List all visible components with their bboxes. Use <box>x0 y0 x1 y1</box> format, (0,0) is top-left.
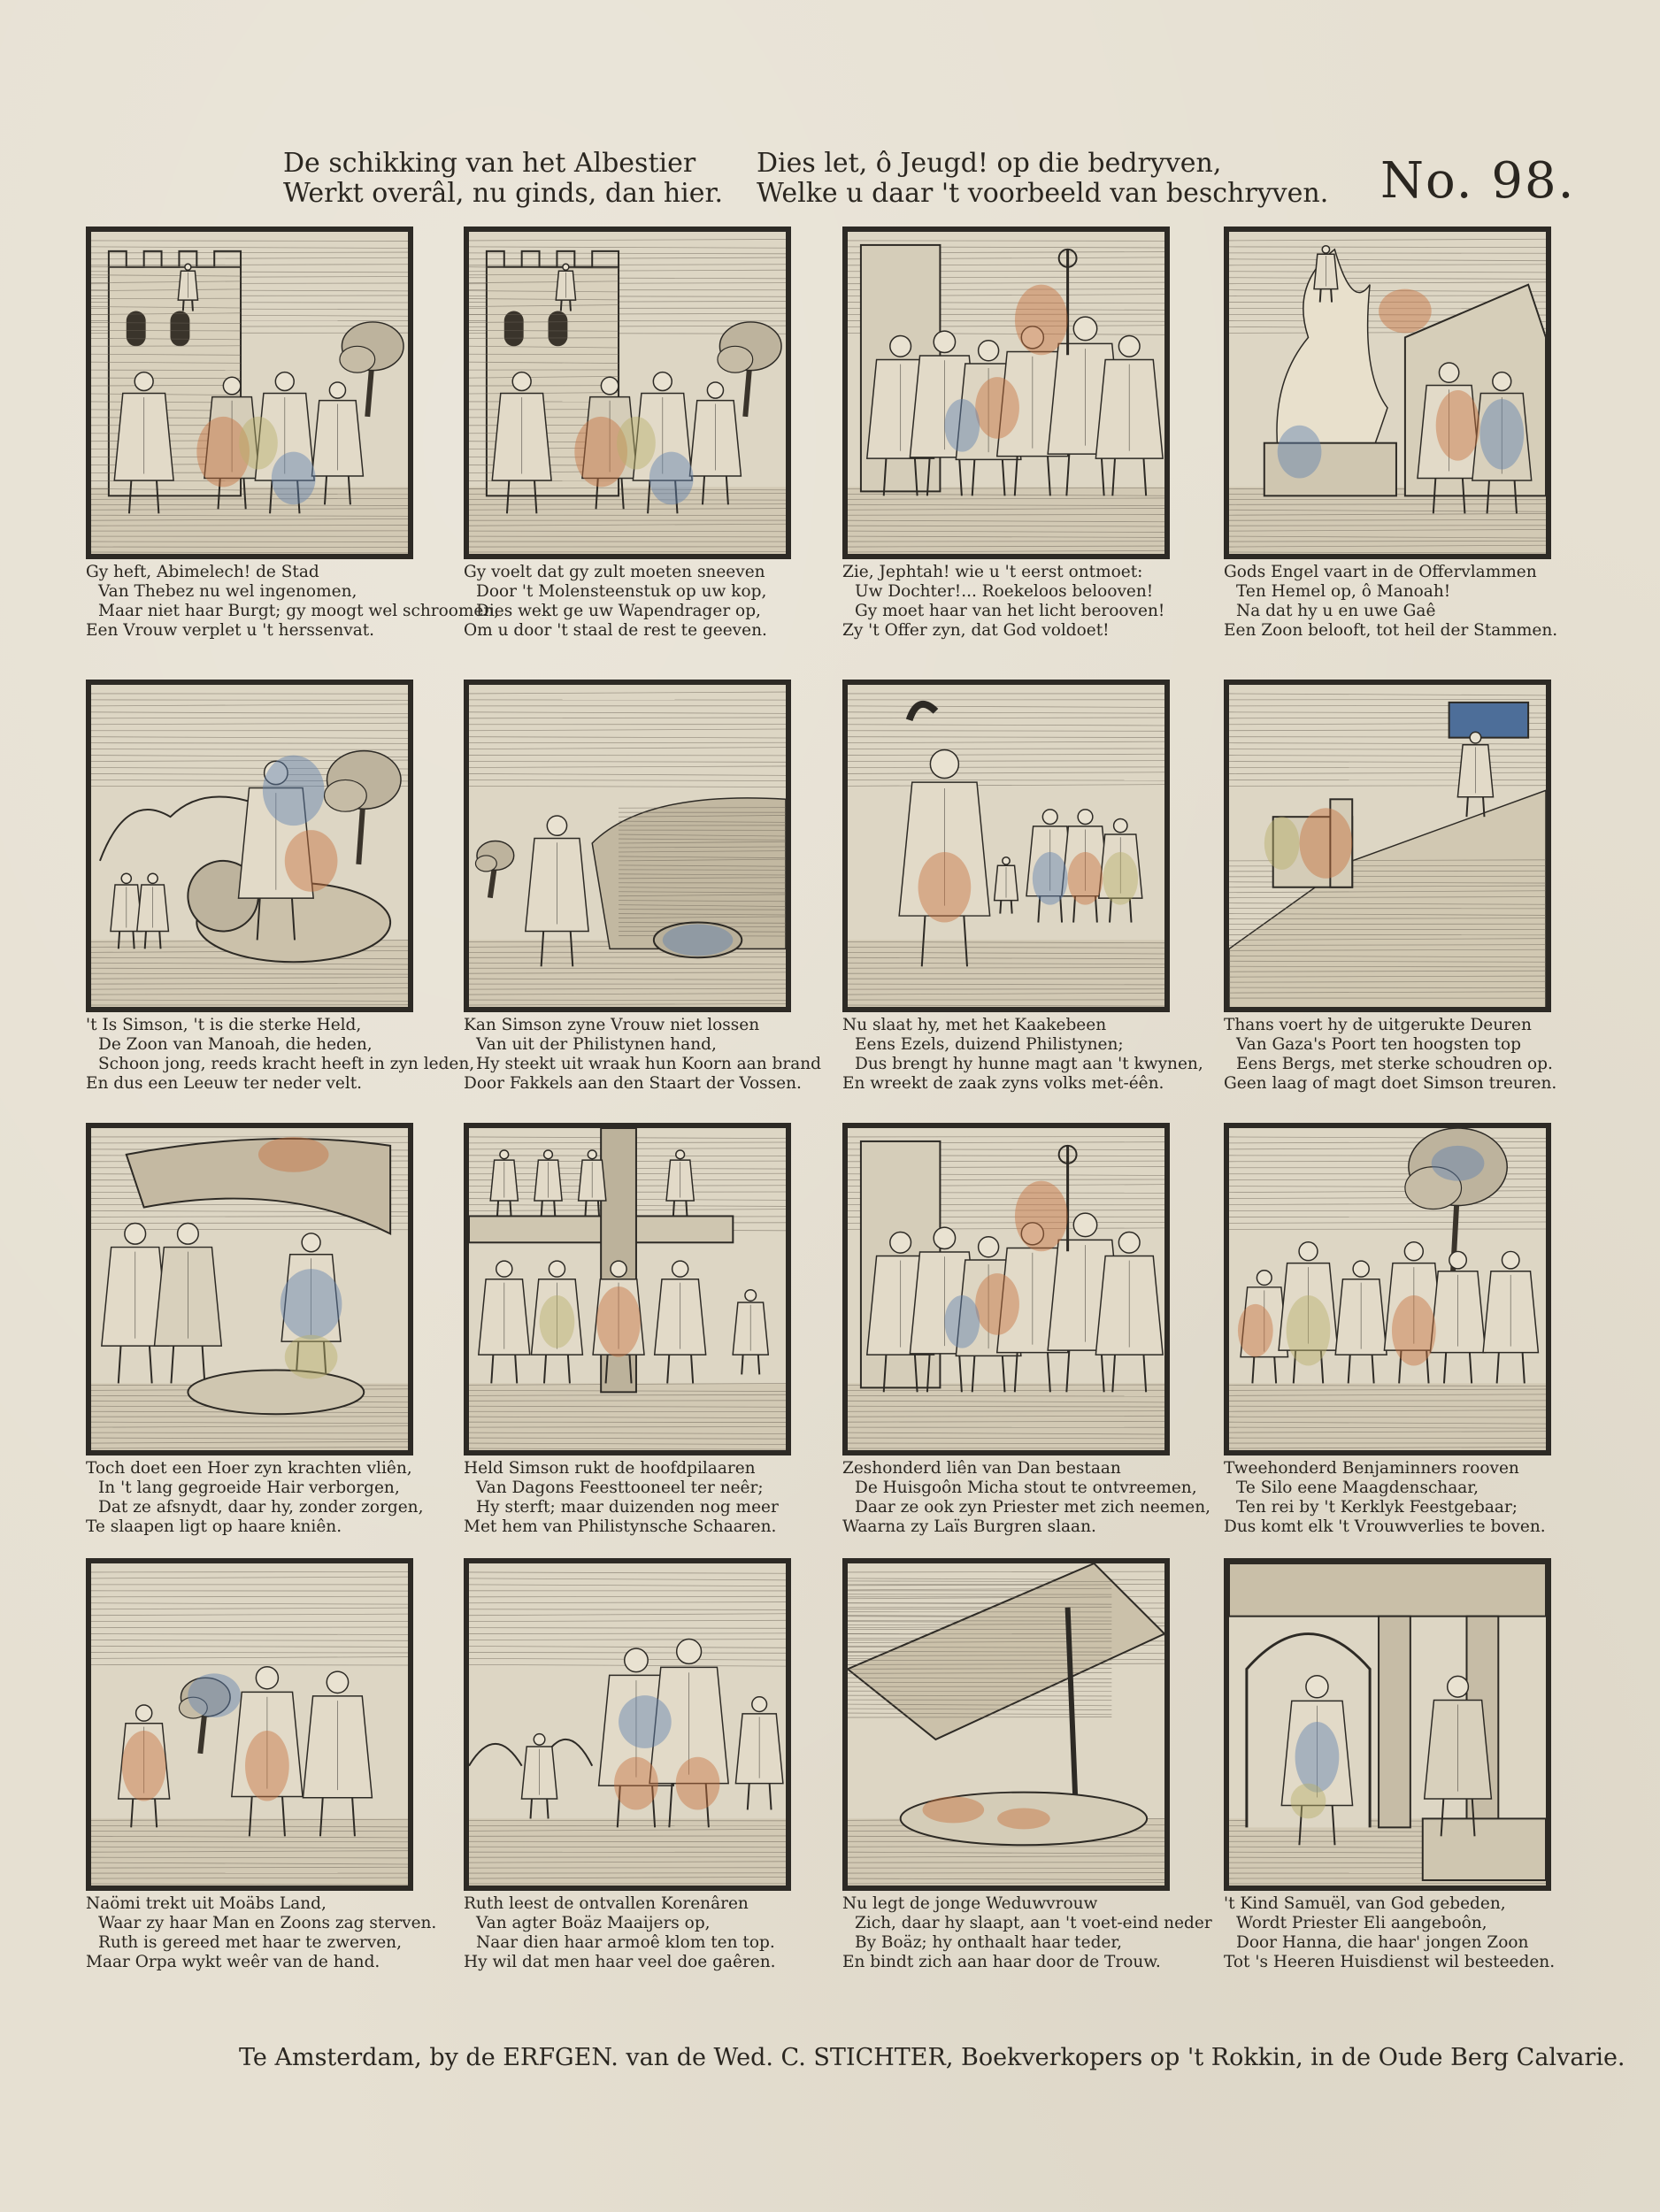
panel-verse <box>464 1459 809 1537</box>
woodcut-illustration <box>842 227 1170 559</box>
woodcut-illustration <box>464 227 791 559</box>
verse-line: 't Is Simson, 't is die sterke Held, <box>86 1016 362 1034</box>
verse-line: Door 't Molensteenstuk op uw kop, <box>476 582 767 601</box>
verse-line: Zy 't Offer zyn, dat God voldoet! <box>842 621 1110 640</box>
verse-line: Zich, daar hy slaapt, aan 't voet-eind neder <box>855 1914 1212 1932</box>
header-left-line-2: Werkt overâl, nu ginds, dan hier. <box>283 178 724 209</box>
woodcut-illustration <box>86 1558 413 1891</box>
header-right-verse <box>757 149 1328 209</box>
verse-line: Kan Simson zyne Vrouw niet lossen <box>464 1016 760 1034</box>
verse-line: Dus brengt hy hunne magt aan 't kwynen, <box>855 1055 1203 1073</box>
verse-line: Wordt Priester Eli aangeboôn, <box>1236 1914 1487 1932</box>
verse-line: Geen laag of magt doet Simson treuren. <box>1224 1074 1557 1093</box>
woodcut-illustration <box>842 680 1170 1012</box>
panel-verse <box>1224 1459 1569 1537</box>
panel-verse <box>86 1894 437 1972</box>
woodcut-illustration <box>86 227 413 559</box>
verse-line: Na dat hy u en uwe Gaê <box>1236 602 1436 620</box>
panel-verse <box>464 563 809 641</box>
verse-line: Maar Orpa wykt weêr van de hand. <box>86 1953 380 1971</box>
verse-line: Tot 's Heeren Huisdienst wil besteeden. <box>1224 1953 1556 1971</box>
verse-line: Naar dien haar armoê klom ten top. <box>476 1933 775 1952</box>
verse-line: Uw Dochter!... Roekeloos belooven! <box>855 582 1154 601</box>
verse-line: Met hem van Philistynsche Schaaren. <box>464 1517 777 1536</box>
panel-verse <box>1224 563 1569 641</box>
woodcut-illustration <box>464 1123 791 1455</box>
verse-line: Ten Hemel op, ô Manoah! <box>1236 582 1451 601</box>
verse-line: Hy steekt uit wraak hun Koorn aan brand <box>476 1055 821 1073</box>
verse-line: By Boäz; hy onthaalt haar teder, <box>855 1933 1123 1952</box>
verse-line: Gods Engel vaart in de Offervlammen <box>1224 563 1537 581</box>
verse-line: Ten rei by 't Kerklyk Feestgebaar; <box>1236 1498 1518 1517</box>
verse-line: Waar zy haar Man en Zoons zag sterven. <box>98 1914 437 1932</box>
verse-line: Te Silo eene Maagdenschaar, <box>1236 1479 1479 1497</box>
verse-line: Ruth leest de ontvallen Korenâren <box>464 1894 749 1913</box>
verse-line: Door Fakkels aan den Staart der Vossen. <box>464 1074 802 1093</box>
verse-line: Toch doet een Hoer zyn krachten vliên, <box>86 1459 412 1478</box>
woodcut-illustration <box>1224 1558 1551 1891</box>
woodcut-illustration <box>1224 1123 1551 1455</box>
header-right-line-1: Dies let, ô Jeugd! op die bedryven, <box>757 148 1222 179</box>
woodcut-illustration <box>86 1123 413 1455</box>
verse-line: In 't lang gegroeide Hair verborgen, <box>98 1479 400 1497</box>
panel-verse <box>1224 1894 1569 1972</box>
panel-verse <box>464 1016 821 1094</box>
verse-line: Eens Bergs, met sterke schoudren op. <box>1236 1055 1553 1073</box>
verse-line: Waarna zy Laïs Burgren slaan. <box>842 1517 1096 1536</box>
verse-line: Van uit der Philistynen hand, <box>476 1035 717 1054</box>
panel-verse <box>464 1894 809 1972</box>
verse-line: En wreekt de zaak zyns volks met-éên. <box>842 1074 1164 1093</box>
sheet-number: No. 98. <box>1380 152 1576 210</box>
verse-line: Held Simson rukt de hoofdpilaaren <box>464 1459 756 1478</box>
verse-line: Dies wekt ge uw Wapendrager op, <box>476 602 761 620</box>
panel-verse <box>86 1459 431 1537</box>
verse-line: Gy moet haar van het licht berooven! <box>855 602 1165 620</box>
verse-line: 't Kind Samuël, van God gebeden, <box>1224 1894 1506 1913</box>
verse-line: Hy sterft; maar duizenden nog meer <box>476 1498 779 1517</box>
verse-line: Een Zoon belooft, tot heil der Stammen. <box>1224 621 1558 640</box>
verse-line: Naömi trekt uit Moäbs Land, <box>86 1894 327 1913</box>
woodcut-illustration <box>1224 680 1551 1012</box>
verse-line: Eens Ezels, duizend Philistynen; <box>855 1035 1124 1054</box>
verse-line: Nu legt de jonge Weduwvrouw <box>842 1894 1098 1913</box>
header-left-verse <box>283 149 723 209</box>
verse-line: Dus komt elk 't Vrouwverlies te boven. <box>1224 1517 1546 1536</box>
header-right-line-2: Welke u daar 't voorbeeld van beschryven. <box>757 178 1329 209</box>
verse-line: Thans voert hy de uitgerukte Deuren <box>1224 1016 1532 1034</box>
verse-line: Zie, Jephtah! wie u 't eerst ontmoet: <box>842 563 1143 581</box>
imprint: Te Amsterdam, by de ERFGEN. van de Wed. C. STICHTER, Boekverkopers op 't Rokkin, in de Oude Berg Calvarie. <box>239 2044 1625 2071</box>
verse-line: Gy voelt dat gy zult moeten sneeven <box>464 563 765 581</box>
verse-line: Van Dagons Feesttooneel ter neêr; <box>476 1479 764 1497</box>
panel-verse <box>1224 1016 1569 1094</box>
woodcut-illustration <box>842 1558 1170 1891</box>
verse-line: Nu slaat hy, met het Kaakebeen <box>842 1016 1107 1034</box>
verse-line: En dus een Leeuw ter neder velt. <box>86 1074 363 1093</box>
panel-verse <box>842 1459 1211 1537</box>
verse-line: Gy heft, Abimelech! de Stad <box>86 563 319 581</box>
panel-verse <box>842 1894 1212 1972</box>
woodcut-illustration <box>464 680 791 1012</box>
panel-verse <box>86 563 500 641</box>
panel-verse <box>842 563 1187 641</box>
woodcut-illustration <box>842 1123 1170 1455</box>
verse-line: De Zoon van Manoah, die heden, <box>98 1035 373 1054</box>
verse-line: Om u door 't staal de rest te geeven. <box>464 621 767 640</box>
verse-line: Schoon jong, reeds kracht heeft in zyn leden, <box>98 1055 475 1073</box>
verse-line: Van agter Boäz Maaijers op, <box>476 1914 711 1932</box>
panel-verse <box>86 1016 475 1094</box>
verse-line: Door Hanna, die haar' jongen Zoon <box>1236 1933 1529 1952</box>
verse-line: Te slaapen ligt op haare kniên. <box>86 1517 342 1536</box>
verse-line: Ruth is gereed met haar te zwerven, <box>98 1933 402 1952</box>
verse-line: Maar niet haar Burgt; gy moogt wel schroomen, <box>98 602 500 620</box>
verse-line: En bindt zich aan haar door de Trouw. <box>842 1953 1161 1971</box>
verse-line: Een Vrouw verplet u 't herssenvat. <box>86 621 375 640</box>
verse-line: Dat ze afsnydt, daar hy, zonder zorgen, <box>98 1498 424 1517</box>
verse-line: Tweehonderd Benjaminners rooven <box>1224 1459 1519 1478</box>
woodcut-illustration <box>1224 227 1551 559</box>
header-left-line-1: De schikking van het Albestier <box>283 148 696 179</box>
verse-line: De Huisgoôn Micha stout te ontvreemen, <box>855 1479 1197 1497</box>
verse-line: Van Gaza's Poort ten hoogsten top <box>1236 1035 1521 1054</box>
verse-line: Hy wil dat men haar veel doe gaêren. <box>464 1953 776 1971</box>
woodcut-illustration <box>464 1558 791 1891</box>
woodcut-illustration <box>86 680 413 1012</box>
verse-line: Zeshonderd liên van Dan bestaan <box>842 1459 1121 1478</box>
verse-line: Daar ze ook zyn Priester met zich neemen, <box>855 1498 1211 1517</box>
panel-verse <box>842 1016 1203 1094</box>
verse-line: Van Thebez nu wel ingenomen, <box>98 582 357 601</box>
